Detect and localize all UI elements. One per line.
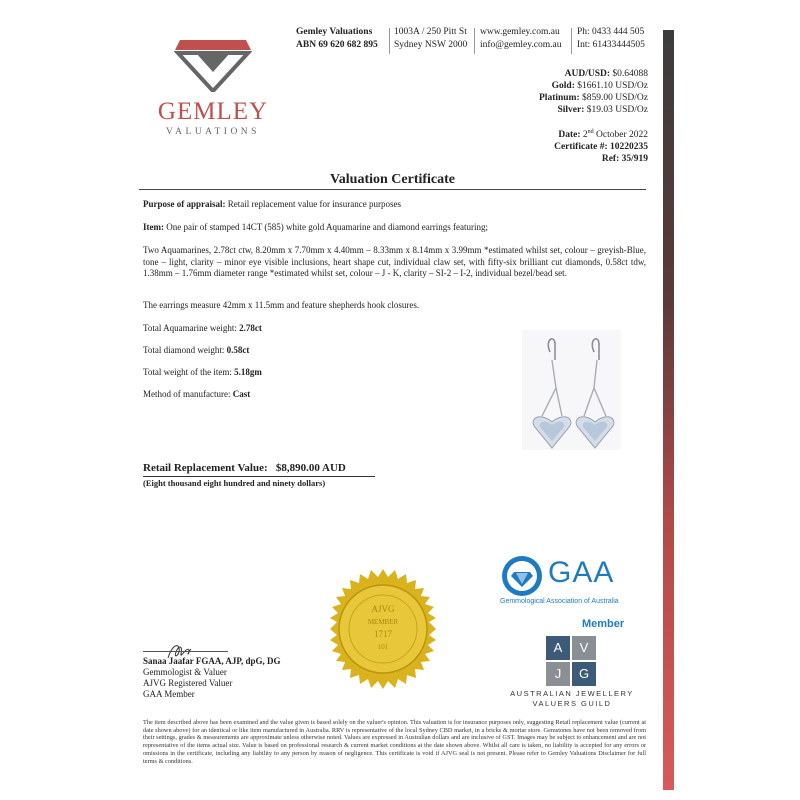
- ref-value: 35/919: [621, 154, 648, 165]
- gemley-logo: [148, 36, 278, 137]
- spec-value: Cast: [232, 389, 251, 399]
- ajvg-letter-a: A: [546, 636, 570, 660]
- silver-label: Silver:: [557, 105, 585, 115]
- platinum-rate: [539, 92, 648, 104]
- spec-total-weight: [143, 367, 262, 377]
- logo-subtitle: VALUATIONS: [166, 127, 260, 137]
- company-abn: ABN 69 620 682 895: [296, 40, 378, 50]
- purpose-line: [143, 199, 646, 211]
- item-label: Item:: [143, 222, 164, 232]
- spec-label: Method of manufacture:: [143, 389, 233, 399]
- ajvg-name-line: AUSTRALIAN JEWELLERY: [510, 689, 634, 698]
- item-line: [143, 222, 646, 234]
- cert-label: Certificate #:: [554, 142, 608, 153]
- spec-value: 2.78ct: [239, 323, 262, 333]
- measurement-line: The earrings measure 42mm x 11.5mm and feature shepherds hook closures.: [143, 300, 420, 310]
- ajvg-gold-seal: [322, 568, 444, 690]
- certificate-ref: [554, 153, 648, 165]
- ref-label: Ref:: [601, 154, 620, 165]
- signer-block: [143, 656, 281, 700]
- email-link[interactable]: info@gemley.com.au: [480, 40, 562, 50]
- spec-value: 5.18gm: [234, 367, 262, 377]
- spec-label: Total weight of the item:: [143, 367, 235, 377]
- platinum-label: Platinum:: [539, 93, 580, 103]
- seal-text: 1717: [374, 629, 392, 639]
- date-day: 2: [582, 130, 588, 141]
- phone-number: Ph: 0433 444 505: [577, 27, 645, 37]
- seal-text: MEMBER: [367, 618, 399, 626]
- intl-phone-number: Int: 61433444505: [577, 40, 645, 50]
- metal-rates: [539, 68, 648, 116]
- header-divider: [474, 28, 475, 54]
- gaa-emblem-icon: [500, 554, 544, 598]
- platinum-value: $859.00 USD/Oz: [582, 93, 648, 103]
- gold-rate: [539, 80, 648, 92]
- header-company-block: [296, 26, 378, 52]
- website-link[interactable]: www.gemley.com.au: [480, 27, 560, 37]
- rrv-underline: [143, 476, 375, 477]
- company-name: Gemley Valuations: [296, 27, 373, 37]
- ajvg-name-line: VALUERS GUILD: [532, 699, 612, 708]
- certificate-meta: [554, 126, 648, 165]
- gem-icon: [174, 36, 252, 92]
- certificate-number: [554, 141, 648, 153]
- rrv-label: Retail Replacement Value:: [143, 462, 268, 474]
- purpose-label: Purpose of appraisal:: [143, 199, 226, 209]
- ajvg-letter-g: G: [572, 662, 596, 686]
- retail-replacement-value: [143, 462, 346, 474]
- earrings-photo: [522, 330, 621, 450]
- ajvg-letter-v: V: [572, 636, 596, 660]
- purpose-text: Retail replacement value for insurance purposes: [225, 199, 401, 209]
- spec-diamond-weight: [143, 345, 249, 355]
- seal-text: AJVG: [371, 604, 395, 614]
- signer-role: AJVG Registered Valuer: [143, 678, 233, 688]
- audusd-rate: [539, 68, 648, 80]
- disclaimer-text: The item described above has been examined and the value given is based solely on the valuer's opinion. This valuation is for insurance purposes only, suggesting Retail replacement value (current at date shown above) for an identical or like item manufactured in Australia. RRV is representative of the local Sydney CBD market, in a bricks & mortar store. Gemstones have not been removed from their settings, grades & measurements are approximate unless otherwise noted. Values are expressed in Australian dollars and are inclusive of GST. Images may be subject to enhancement and are not representative of the items actual size. Value is based on professional research & current market conditions at the date shown above. Whilst all care is taken, no liability is accepted for any errors or omissions in the certificate, including any liability to any person by reason of negligence. This certificate is void if AJVG seal is not present. Please refer to Gemley Valuations Disclaimer for full terms & conditions.: [143, 719, 646, 765]
- address-line-1: 1003A / 250 Pitt St: [394, 27, 467, 37]
- audusd-label: AUD/USD:: [564, 69, 610, 79]
- member-label: Member: [582, 618, 625, 630]
- date-suffix: nd: [587, 129, 594, 135]
- signer-role: Gemmologist & Valuer: [143, 667, 227, 677]
- address-line-2: Sydney NSW 2000: [394, 40, 468, 50]
- date-rest: October 2022: [593, 130, 648, 141]
- spec-manufacture-method: [143, 389, 250, 399]
- logo-name: GEMLEY: [157, 98, 269, 125]
- page-title: Valuation Certificate: [329, 172, 456, 187]
- spec-label: Total diamond weight:: [143, 345, 227, 355]
- header-web-block: [480, 26, 561, 52]
- earrings-image: [522, 330, 621, 450]
- header-divider: [571, 28, 572, 54]
- gaa-logo-text: GAA: [548, 556, 615, 589]
- seal-icon: [322, 568, 444, 690]
- item-description: Two Aquamarines, 2.78ct ctw, 8.20mm x 7.70mm x 4.40mm – 8.33mm x 8.14mm x 3.99mm *estimated whilst set, colour – greyish-Blue, tone – light, clarity – minor eye visible inclusions, heart shape cut, individual claw set, with fifty-six brilliant cut diamonds, 0.58ct tdw, 1.38mm – 1.76mm diameter range *estimated whilst set, colour – J - K, clarity – SI-2 – I-2, individual bezel/bead set.: [143, 245, 646, 278]
- rrv-in-words: (Eight thousand eight hundred and ninety dollars): [143, 478, 326, 488]
- header-divider: [389, 28, 390, 54]
- silver-rate: [539, 104, 648, 116]
- signature-line: [143, 651, 228, 652]
- signer-name: Sanaa Jaafar FGAA, AJP, dpG, DG: [143, 656, 281, 666]
- rrv-amount: $8,890.00 AUD: [275, 462, 346, 474]
- title-underline: [139, 189, 646, 190]
- ajvg-name: [510, 689, 634, 709]
- header-address-block: [394, 26, 467, 52]
- signer-role: GAA Member: [143, 689, 195, 699]
- audusd-value: $0.64088: [612, 69, 648, 79]
- certificate-date: [554, 126, 648, 141]
- decorative-side-bar: [663, 30, 674, 790]
- ajvg-logo: [546, 636, 596, 686]
- header-phone-block: [577, 26, 645, 52]
- seal-text: 101: [377, 643, 389, 651]
- gold-value: $1661.10 USD/Oz: [577, 81, 648, 91]
- item-text: One pair of stamped 14CT (585) white gold Aquamarine and diamond earrings featuring;: [164, 222, 488, 232]
- ajvg-letter-j: J: [546, 662, 570, 686]
- spec-aquamarine-weight: [143, 323, 262, 333]
- cert-value: 10220235: [610, 142, 648, 153]
- date-label: Date:: [558, 130, 581, 141]
- silver-value: $19.03 USD/Oz: [586, 105, 648, 115]
- spec-label: Total Aquamarine weight:: [143, 323, 240, 333]
- gold-label: Gold:: [551, 81, 575, 91]
- gaa-full-name: Gemmological Association of Australia: [500, 598, 619, 605]
- spec-value: 0.58ct: [226, 345, 250, 355]
